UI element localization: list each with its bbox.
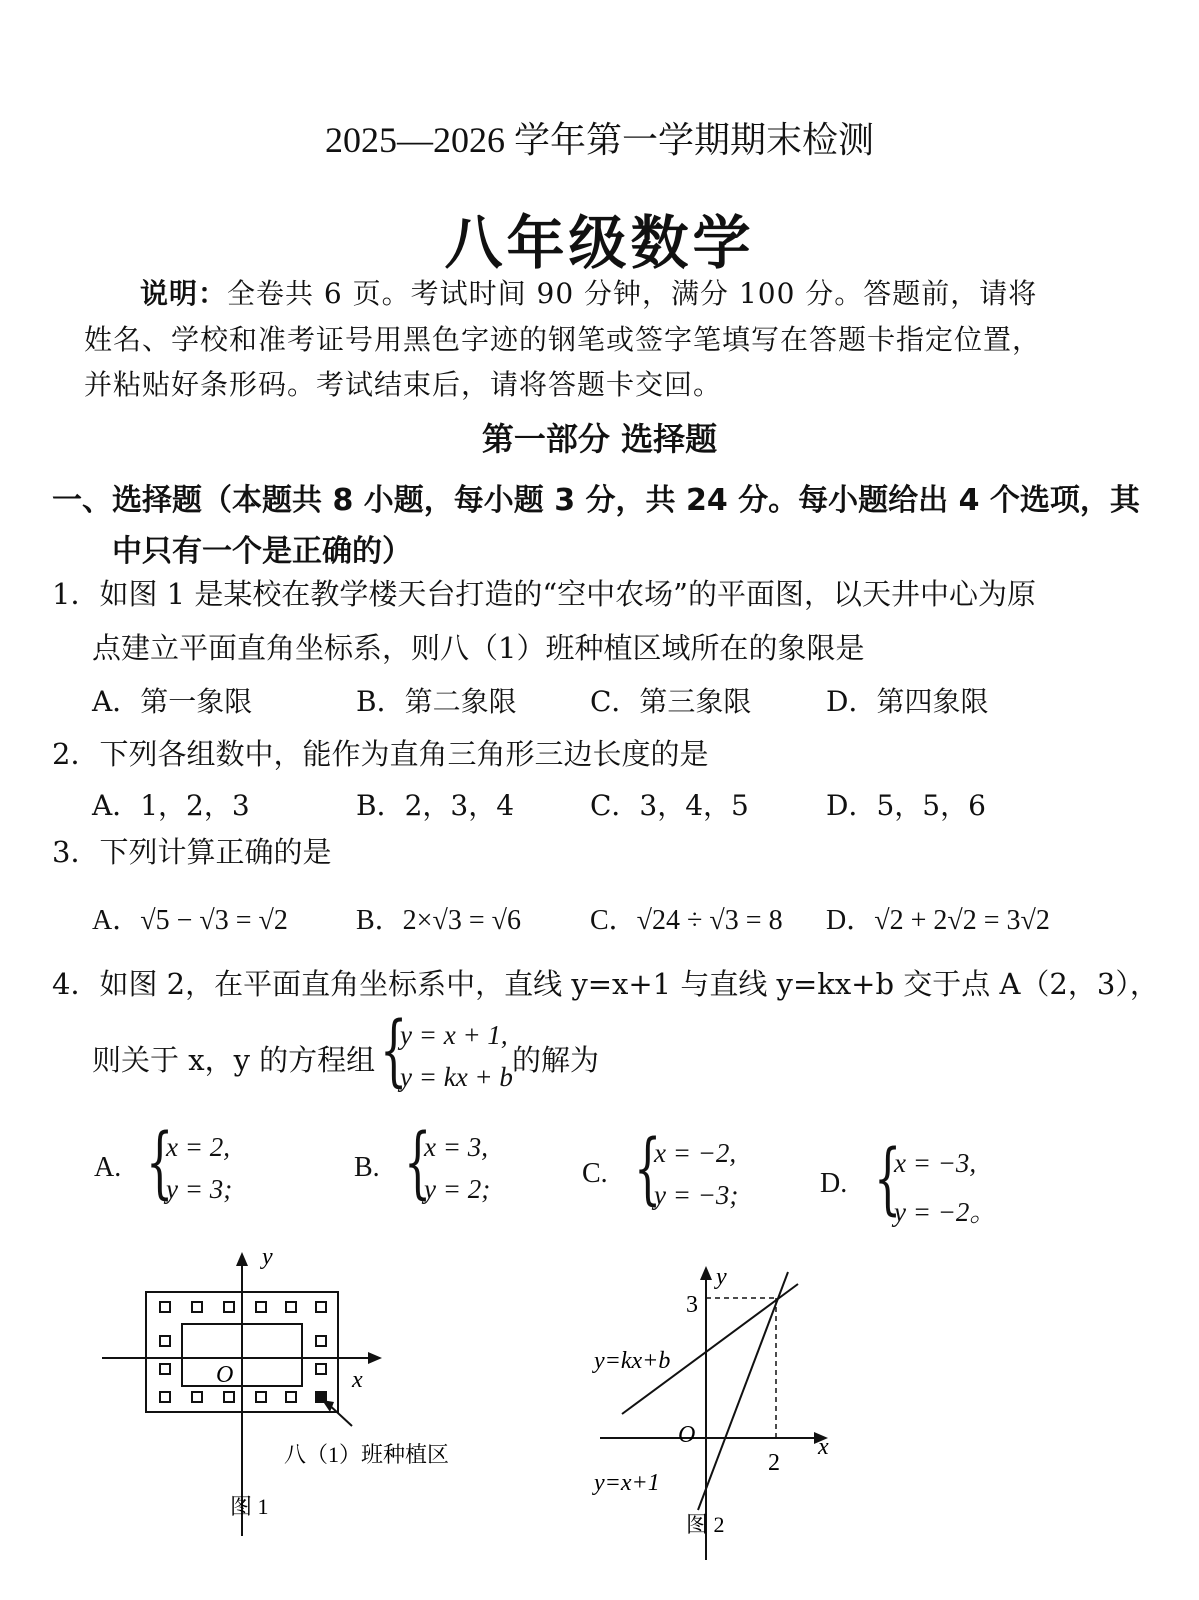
q1-option-d[interactable]: D．第四象限 [826,685,989,718]
figure1-y-label: y [262,1244,273,1270]
figure1-plot [192,1392,202,1402]
subject-title: 八年级数学 [444,209,755,277]
figure2-tick-y: 3 [686,1292,698,1318]
q3-option-a[interactable]: A．√5 − √3 = √2 [92,905,288,936]
figure2-line2-label: y=x+1 [594,1470,660,1496]
q4-system-eq1: y = x + 1, [400,1020,508,1050]
figure2-y-label: y [716,1264,727,1290]
q2-stem: 2．下列各组数中，能作为直角三角形三边长度的是 [52,737,709,771]
q4-option-d-brace: { [874,1134,902,1224]
q4-option-c-x: x = −2, [654,1138,737,1168]
q3-option-d[interactable]: D．√2 + 2√2 = 3√2 [826,905,1050,936]
figure2 [582,1258,852,1588]
q3-stem: 3．下列计算正确的是 [52,835,332,869]
q3-option-c[interactable]: C．√24 ÷ √3 = 8 [590,905,783,936]
q1-option-a[interactable]: A．第一象限 [92,685,253,718]
figure1 [90,1240,530,1540]
exam-header: 2025—2026 学年第一学期期末检测 [324,120,874,160]
figure1-plot [316,1364,326,1374]
q4-stem-prefix: 则关于 x，y 的方程组 [92,1043,376,1077]
figure1-plot [316,1302,326,1312]
figure1-plot [192,1302,202,1312]
figure1-origin-label: O [216,1362,234,1388]
q4-option-b-label: B. [354,1152,380,1183]
figure2-origin-label: O [678,1422,696,1448]
q4-option-d-label: D. [820,1168,848,1199]
q4-system-eq2: y = kx + b [400,1062,513,1092]
figure1-plot [160,1392,170,1402]
q4-option-c-brace: { [634,1124,662,1214]
figure2-tick-x: 2 [768,1450,780,1476]
q1-stem-line1: 1．如图 1 是某校在教学楼天台打造的“空中农场”的平面图，以天井中心为原 [52,577,1036,611]
q1-stem-line2: 点建立平面直角坐标系，则八（1）班种植区域所在的象限是 [92,631,865,665]
q4-option-d-x: x = −3, [894,1148,977,1178]
figure1-plot [256,1302,266,1312]
part-heading-line1: 一、选择题（本题共 8 小题，每小题 3 分，共 24 分。每小题给出 4 个选项，其 [52,483,1140,518]
q1-option-b[interactable]: B．第二象限 [356,685,517,718]
q4-option-b-x: x = 3, [424,1132,488,1162]
figure1-plot [160,1302,170,1312]
figure1-caption: 图 1 [230,1494,269,1519]
q4-option-b-y: y = 2; [424,1174,491,1204]
figure2-caption: 图 2 [686,1512,725,1537]
q4-system-brace: { [380,1006,408,1096]
instructions-label: 说明： [140,277,228,310]
q3-option-b[interactable]: B．2×√3 = √6 [356,905,521,936]
q2-option-b[interactable]: B．2，3，4 [356,789,515,822]
q4-option-a-x: x = 2, [166,1132,230,1162]
q1-option-c[interactable]: C．第三象限 [590,685,752,718]
q4-option-c-label: C. [582,1158,608,1189]
figure1-plot [286,1392,296,1402]
figure1-plot [160,1364,170,1374]
figure1-plot [286,1302,296,1312]
figure1-y-arrow [236,1252,248,1266]
figure1-plot [256,1392,266,1402]
q4-option-a-brace: { [146,1118,174,1208]
figure1-pointer-arrow [322,1400,334,1412]
figure1-plot [224,1392,234,1402]
figure1-plot [160,1336,170,1346]
q4-option-a-y: y = 3; [166,1174,233,1204]
q2-option-d[interactable]: D．5，5，6 [826,789,986,822]
q4-option-b-brace: { [404,1118,432,1208]
figure1-plot [316,1336,326,1346]
figure1-plot [224,1302,234,1312]
instructions-line1: 说明：全卷共 6 页。考试时间 90 分钟，满分 100 分。答题前，请将 [140,277,1038,310]
q4-option-a-label: A. [94,1152,122,1183]
figure1-annotation: 八（1）班种植区 [284,1442,450,1467]
part-heading-line2: 中只有一个是正确的） [112,534,412,569]
q4-stem-line1: 4．如图 2，在平面直角坐标系中，直线 y=x+1 与直线 y=kx+b 交于点 A（2，3）， [52,967,1159,1001]
figure1-x-label: x [352,1367,363,1393]
figure2-x-label: x [818,1434,829,1460]
q4-option-c-y: y = −3; [654,1180,739,1210]
figure2-y-arrow [700,1266,712,1280]
q4-stem-suffix: 的解为 [512,1043,600,1077]
section-title: 第一部分 选择题 [481,420,718,458]
q2-option-c[interactable]: C．3，4，5 [590,789,749,822]
q4-option-d-y: y = −2。 [894,1197,997,1227]
instructions-line3: 并粘贴好条形码。考试结束后，请将答题卡交回。 [84,368,723,401]
figure2-line1-label: y=kx+b [594,1348,671,1374]
figure1-x-arrow [368,1352,382,1364]
instructions-line2: 姓名、学校和准考证号用黑色字迹的钢笔或签字笔填写在答题卡指定位置， [84,323,1042,356]
q2-option-a[interactable]: A．1，2，3 [92,789,250,822]
